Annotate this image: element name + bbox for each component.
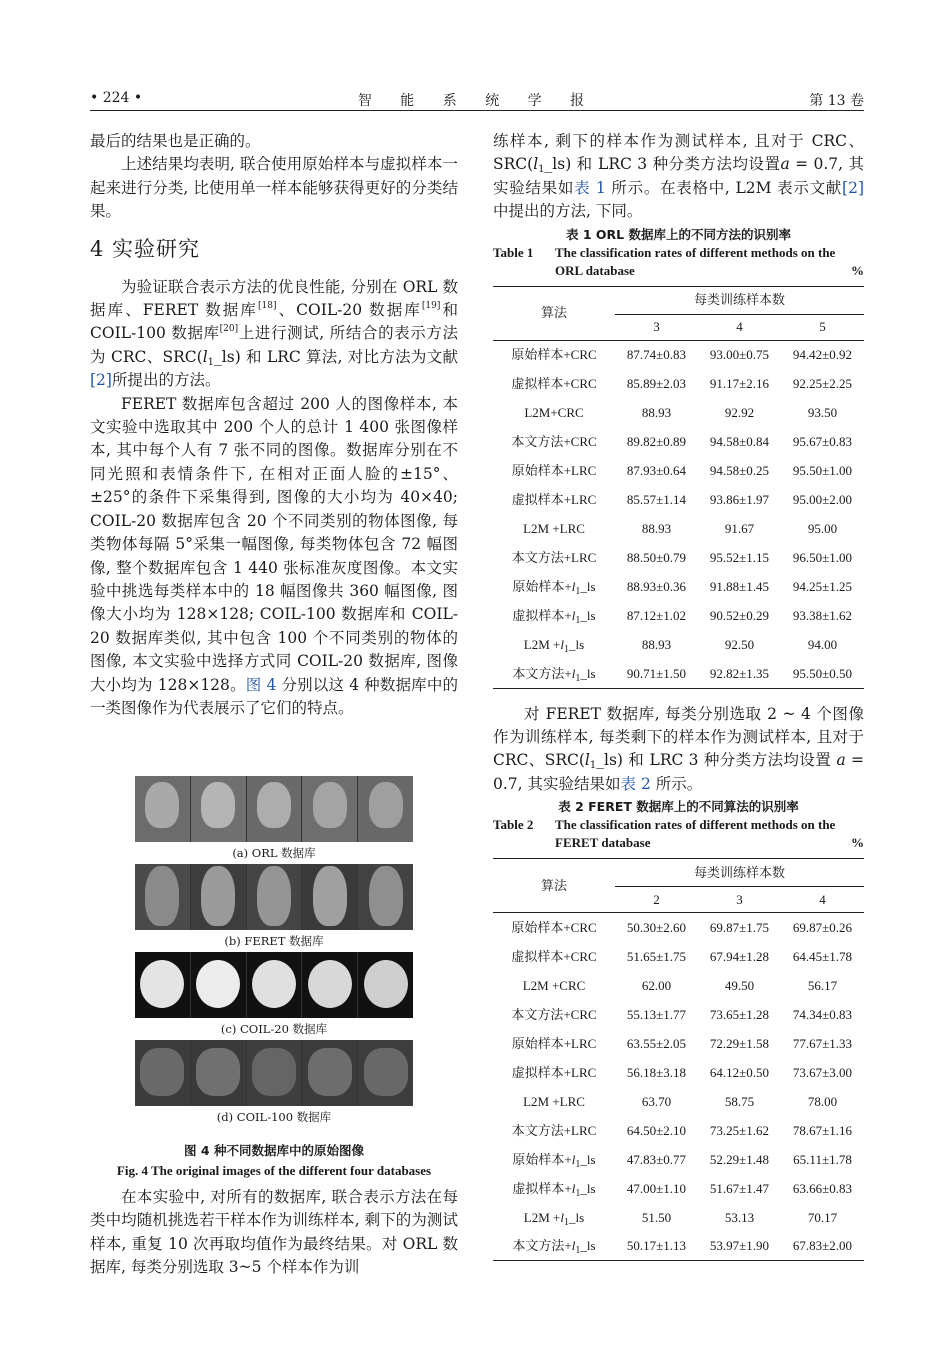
coil20-image-strip [135, 952, 413, 1018]
paragraph: 最后的结果也是正确的。 [90, 132, 261, 150]
table-cell: 87.93±0.64 [626, 462, 687, 478]
table-cell: 64.45±1.78 [792, 948, 853, 964]
table-row [493, 1116, 864, 1145]
citation-18[interactable]: [18] [257, 301, 277, 312]
table-cell: 88.93±0.36 [626, 578, 687, 594]
row-label: L2M +LRC [523, 520, 585, 536]
table-cell: 88.93 [641, 404, 672, 420]
col-header-group: 每类训练样本数 [615, 286, 864, 314]
table-cell: 58.75 [724, 1093, 755, 1109]
table-row [493, 543, 864, 572]
row-label: 原始样本+LRC [511, 1035, 597, 1051]
running-header [90, 84, 864, 111]
table-cell: 64.12±0.50 [709, 1064, 770, 1080]
table-cell: 93.38±1.62 [792, 607, 853, 623]
paragraph: 在本实验中, 对所有的数据库, 联合表示方法在每类中均随机挑选若干样本作为训练样本, 剩下的为测试样本, 重复 10 次再取均值作为最终结果。对 ORL 数据库, 每类分别选取 3~5 个样本作为训 [90, 1188, 458, 1277]
row-label: 原始样本+CRC [511, 919, 597, 935]
table-cell: 85.57±1.14 [626, 491, 687, 507]
figure-4-link[interactable]: 图 4 [245, 675, 277, 694]
table-cell: 64.50±2.10 [626, 1122, 687, 1138]
feret-image-strip [135, 864, 413, 930]
table-cell: 55.13±1.77 [626, 1006, 687, 1022]
table-cell: 89.82±0.89 [626, 433, 687, 449]
table-cell: 77.67±1.33 [792, 1035, 853, 1051]
section-title: 4 实验研究 [90, 236, 201, 261]
table-cell: 63.55±2.05 [626, 1035, 687, 1051]
table-cell: 50.30±2.60 [626, 919, 687, 935]
table-cell: 92.50 [724, 636, 755, 652]
table-row [493, 971, 864, 1000]
citation-20[interactable]: [20] [219, 324, 239, 335]
table-cell: 91.88±1.45 [709, 578, 770, 594]
table-cell: 92.92 [724, 404, 755, 420]
row-label: L2M+CRC [524, 404, 584, 420]
left-column-bottom [90, 1186, 458, 1280]
table-cell: 87.12±1.02 [626, 607, 687, 623]
table-cell: 62.00 [641, 977, 672, 993]
table-row [493, 456, 864, 485]
citation-19[interactable]: [19] [421, 301, 441, 312]
table-cell: 93.00±0.75 [709, 347, 770, 363]
table-cell: 91.17±2.16 [709, 375, 770, 391]
table-1-caption-cn: 表 1 ORL 数据库上的不同方法的识别率 [566, 226, 791, 242]
table-cell: 69.87±1.75 [709, 919, 770, 935]
table-cell: 95.52±1.15 [709, 549, 770, 565]
coil100-image-strip [135, 1040, 413, 1106]
paragraph-datasets: 为验证联合表示方法的优良性能, 分别在 ORL 数据库、FERET 数据库[18]、COIL-20 数据库[19]和 COIL-100 数据库[20]上进行测试, 所结合的表示方法为 CRC、$SRC(l_1\_ls)$ 和 LRC 算法, 对比方法为文献[2]所提出的方法。 [90, 277, 459, 390]
row-label: 本文方法$+l_1\_ls$ [493, 659, 615, 688]
table-row [493, 630, 864, 659]
table-1-link[interactable]: 表 1 [574, 178, 606, 197]
figure-caption-en: Fig. 4 The original images of the different four databases [116, 1163, 432, 1178]
table-cell: 65.11±1.78 [793, 1151, 852, 1167]
table-row [493, 1232, 864, 1261]
table-cell: 67.94±1.28 [709, 948, 770, 964]
table-cell: 70.17 [807, 1209, 838, 1225]
table-cell: 56.17 [807, 977, 838, 993]
table-1 [493, 286, 864, 689]
table-cell: 63.66±0.83 [792, 1180, 853, 1196]
table-cell: 51.65±1.75 [626, 948, 687, 964]
table-cell: 50.17±1.13 [615, 1232, 698, 1261]
table-cell: 53.13 [724, 1209, 755, 1225]
paragraph-orl-setup: 练样本, 剩下的样本作为测试样本, 且对于 CRC、$SRC(l_1\_ls)$ 和 LRC 3 种分类方法均设置a = 0.7, 其实验结果如表 1 所示。在表格中, L2M 表示文献[2]中提出的方法, 下同。 [493, 132, 864, 221]
table-cell: 72.29±1.58 [709, 1035, 770, 1051]
col-header: 4 [698, 314, 781, 340]
table-row [493, 398, 864, 427]
table-cell: 49.50 [724, 977, 755, 993]
subcaption-a: (a) ORL 数据库 [232, 846, 316, 860]
table-cell: 78.00 [807, 1093, 838, 1109]
row-label: 本文方法+LRC [511, 1122, 597, 1138]
table-cell: 90.71±1.50 [615, 659, 698, 688]
table-row [493, 942, 864, 971]
table-cell: 52.29±1.48 [709, 1151, 770, 1167]
figure-caption-cn: 图 4 种不同数据库中的原始图像 [184, 1143, 364, 1158]
table-2-link[interactable]: 表 2 [620, 774, 651, 793]
table-cell: 69.87±0.26 [792, 919, 853, 935]
row-label: $L2M +l_1\_ls$ [523, 636, 585, 655]
table-row [493, 340, 864, 369]
table-cell: 95.50±0.50 [781, 659, 864, 688]
row-label: L2M +CRC [522, 977, 586, 993]
figure-caption [90, 1141, 458, 1181]
table-row [493, 1029, 864, 1058]
table-cell: 47.83±0.77 [626, 1151, 687, 1167]
table-row [493, 369, 864, 398]
table-cell: 88.93 [641, 636, 672, 652]
table-row [493, 1000, 864, 1029]
table-row [493, 485, 864, 514]
table-cell: 94.58±0.84 [709, 433, 770, 449]
col-header: 4 [781, 887, 864, 913]
row-label: 原始样本$+l_1\_ls$ [512, 1151, 596, 1170]
table-cell: 95.50±1.00 [792, 462, 853, 478]
table-cell: 85.89±2.03 [626, 375, 687, 391]
table-2-caption-en: Table 2 The classification rates of different methods on the FERET database % [493, 817, 864, 851]
col-header: 5 [781, 314, 864, 340]
citation-2[interactable]: [2] [842, 178, 864, 197]
row-label: 虚拟样本+CRC [511, 948, 597, 964]
table-row [493, 1203, 864, 1232]
table-row [493, 1174, 864, 1203]
table-2-caption-cn: 表 2 FERET 数据库上的不同算法的识别率 [558, 799, 799, 815]
table-cell: 51.50 [641, 1209, 672, 1225]
col-header-algo: 算法 [493, 859, 615, 913]
row-label: 本文方法+CRC [511, 1006, 597, 1022]
row-label: 本文方法$+l_1\_ls$ [493, 1232, 615, 1261]
left-column [90, 130, 458, 720]
table-row [493, 1058, 864, 1087]
table-2 [493, 858, 864, 1261]
paragraph-feret-setup: 对 FERET 数据库, 每类分别选取 2 ~ 4 个图像作为训练样本, 每类剩下的样本作为测试样本, 且对于 CRC、$SRC(l_1\_ls)$ 和 LRC 3 种分类方法均设置 a = 0.7, 其实验结果如表 2 所示。 [493, 704, 865, 793]
table-cell: 51.67±1.47 [709, 1180, 770, 1196]
table-row [493, 601, 864, 630]
table-cell: 91.67 [724, 520, 755, 536]
row-label: L2M +LRC [523, 1093, 585, 1109]
col-header: 3 [615, 314, 698, 340]
table-cell: 73.25±1.62 [709, 1122, 770, 1138]
row-label: 原始样本+LRC [511, 462, 597, 478]
subcaption-d: (d) COIL-100 数据库 [216, 1110, 332, 1124]
table-cell: 87.74±0.83 [626, 347, 687, 363]
citation-2[interactable]: [2] [90, 371, 112, 390]
table-cell: 63.70 [641, 1093, 672, 1109]
table-1-caption-en: Table 1 The classification rates of different methods on the ORL database % [493, 244, 864, 278]
table-cell: 90.52±0.29 [709, 607, 770, 623]
paragraph: 上述结果均表明, 联合使用原始样本与虚拟样本一起来进行分类, 比使用单一样本能够获得更好的分类结果。 [90, 155, 458, 221]
col-header: 2 [615, 887, 698, 913]
table-cell: 56.18±3.18 [626, 1064, 687, 1080]
row-label: 虚拟样本$+l_1\_ls$ [512, 607, 596, 626]
table-cell: 96.50±1.00 [792, 549, 853, 565]
row-label: 虚拟样本$+l_1\_ls$ [512, 1180, 596, 1199]
table-cell: 53.97±1.90 [698, 1232, 781, 1261]
row-label: 本文方法+CRC [511, 433, 597, 449]
col-header-algo: 算法 [493, 286, 615, 340]
table-cell: 73.67±3.00 [792, 1064, 853, 1080]
orl-image-strip [135, 776, 413, 842]
row-label: 虚拟样本+CRC [511, 375, 597, 391]
row-label: 虚拟样本+LRC [511, 491, 597, 507]
table-cell: 93.86±1.97 [709, 491, 770, 507]
table-cell: 95.00±2.00 [792, 491, 853, 507]
row-label: $L2M +l_1\_ls$ [523, 1209, 585, 1228]
table-cell: 47.00±1.10 [626, 1180, 687, 1196]
table-cell: 93.50 [807, 404, 838, 420]
journal-name: 智 能 系 统 学 报 [357, 93, 597, 109]
table-row [493, 1087, 864, 1116]
table-cell: 74.34±0.83 [792, 1006, 853, 1022]
table-cell: 88.50±0.79 [626, 549, 687, 565]
table-cell: 95.00 [807, 520, 838, 536]
col-header-group: 每类训练样本数 [615, 859, 864, 887]
table-row [493, 514, 864, 543]
table-cell: 73.65±1.28 [709, 1006, 770, 1022]
table-cell: 92.25±2.25 [792, 375, 853, 391]
paragraph-feret: FERET 数据库包含超过 200 人的图像样本, 本文实验中选取其中 200 个人的总计 1 400 张图像样本, 其中每个人有 7 张不同的图像。数据库分别在不同光照和表情条件下, 在相对正面人脸的±15°、±25°的条件下采集得到, 图像的大小均为 40×40; COIL-20 数据库包含 20 个不同类别的物体图像, 每类物体每隔 5°采集一幅图像, 每类物体包含 72 幅图像, 整个数据库包含 1 440 张标准灰度图像。本文实验中挑选每类样本中的 18 幅图像共 360 幅图像, 图像大小均为 128×128; COIL-100 数据库和 COIL-20 数据库类似, 其中包含 100 个不同类别的物体的图像, 本文实验中选择方式同 COIL-20 数据库, 图像大小均为 128×128。图 4 分别以这 4 种数据库中的一类图像作为代表展示了它们的特点。 [90, 394, 458, 717]
table-cell: 67.83±2.00 [781, 1232, 864, 1261]
table-cell: 94.00 [807, 636, 838, 652]
subcaption-c: (c) COIL-20 数据库 [220, 1022, 328, 1036]
subcaption-b: (b) FERET 数据库 [224, 934, 324, 948]
table-row [493, 427, 864, 456]
table-cell: 94.58±0.25 [709, 462, 770, 478]
table-row [493, 913, 864, 942]
table-row [493, 659, 864, 688]
table-cell: 94.25±1.25 [792, 578, 853, 594]
page-number: • 224 • [90, 90, 143, 106]
table-cell: 94.42±0.92 [792, 347, 853, 363]
volume-label: 第 13 卷 [809, 93, 864, 109]
row-label: 原始样本+CRC [511, 347, 597, 363]
col-header: 3 [698, 887, 781, 913]
table-cell: 92.82±1.35 [698, 659, 781, 688]
row-label: 虚拟样本+LRC [511, 1064, 597, 1080]
row-label: 原始样本$+l_1\_ls$ [512, 578, 596, 597]
table-row [493, 1145, 864, 1174]
table-cell: 88.93 [641, 520, 672, 536]
figure-4 [135, 776, 413, 1128]
table-cell: 95.67±0.83 [792, 433, 853, 449]
row-label: 本文方法+LRC [511, 549, 597, 565]
right-column [493, 130, 864, 1261]
table-row [493, 572, 864, 601]
table-cell: 78.67±1.16 [792, 1122, 853, 1138]
